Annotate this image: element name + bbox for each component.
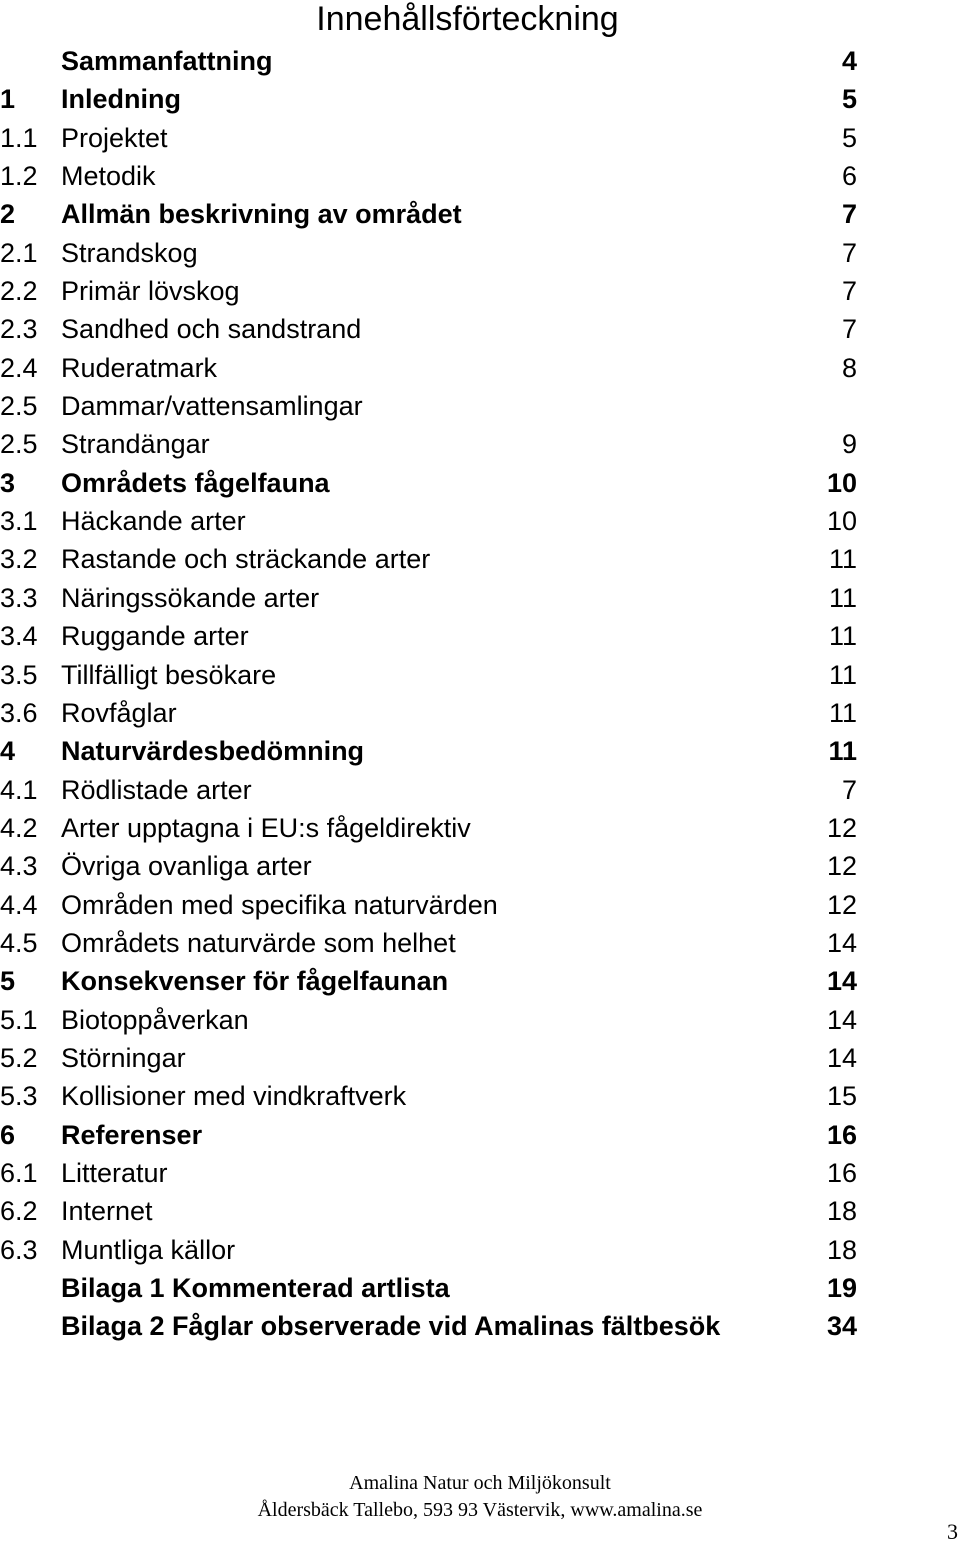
toc-entry[interactable] (0, 1192, 960, 1230)
toc-entry[interactable] (0, 732, 960, 770)
toc-number: 5.2 (0, 1042, 38, 1073)
toc-page: 7 (841, 199, 857, 230)
toc-entry[interactable] (0, 1269, 960, 1307)
toc-page: 12 (826, 851, 857, 882)
toc-page: 11 (828, 659, 857, 690)
toc-number: 4.4 (0, 889, 38, 920)
toc-label: Inledning (61, 84, 181, 115)
toc-label: Tillfälligt besökare (61, 659, 277, 690)
toc-label: Primär lövskog (61, 276, 240, 307)
toc-page: 7 (841, 774, 857, 805)
toc-label: Bilaga 2 Fåglar observerade vid Amalinas fältbesök (61, 1311, 721, 1342)
toc-label: Bilaga 1 Kommenterad artlista (61, 1273, 450, 1303)
toc-page: 11 (828, 736, 857, 767)
toc-entry[interactable] (0, 656, 960, 694)
toc-number: 2.3 (0, 314, 38, 345)
footer-company: Amalina Natur och Miljökonsult (349, 1472, 611, 1494)
toc-entry[interactable] (0, 694, 960, 732)
toc-entry[interactable] (0, 1154, 960, 1192)
toc-entry[interactable] (0, 119, 960, 157)
toc-number: 3 (0, 467, 16, 498)
toc-page: 14 (826, 927, 857, 958)
toc-entry[interactable] (0, 387, 960, 425)
toc-page: 12 (826, 812, 857, 843)
toc-page: 10 (826, 467, 857, 498)
toc-page: 7 (841, 314, 857, 345)
toc-page: 10 (826, 506, 857, 537)
toc-number: 4.2 (0, 812, 38, 843)
toc-label: Arter upptagna i EU:s fågeldirektiv (61, 812, 471, 843)
toc-number: 3.4 (0, 621, 38, 652)
toc-number: 1.2 (0, 161, 38, 192)
table-of-contents (0, 42, 960, 1346)
toc-entry[interactable] (0, 1307, 960, 1345)
toc-label: Ruggande arter (61, 621, 249, 652)
toc-entry[interactable] (0, 886, 960, 924)
toc-number: 6.3 (0, 1234, 38, 1265)
toc-label: Sandhed och sandstrand (61, 314, 362, 345)
toc-page: 11 (828, 697, 857, 728)
toc-page: 5 (841, 122, 857, 153)
toc-label: Områdets naturvärde som helhet (61, 927, 456, 958)
toc-number: 3.5 (0, 659, 38, 690)
toc-page: 18 (826, 1234, 857, 1265)
toc-entry[interactable] (0, 617, 960, 655)
toc-label: Allmän beskrivning av området (61, 199, 462, 230)
toc-entry[interactable] (0, 809, 960, 847)
toc-label: Sammanfattning (61, 46, 273, 76)
toc-label: Övriga ovanliga arter (61, 851, 312, 882)
toc-page: 7 (841, 237, 857, 268)
toc-entry[interactable] (0, 157, 960, 195)
toc-page: 4 (841, 46, 857, 76)
toc-number: 3.1 (0, 506, 38, 537)
page-title: Innehållsförteckning (316, 0, 619, 38)
toc-entry[interactable] (0, 425, 960, 463)
toc-label: Strandskog (61, 237, 198, 268)
toc-label: Metodik (61, 161, 156, 192)
toc-number: 5.3 (0, 1081, 38, 1112)
toc-number: 3.3 (0, 582, 38, 613)
toc-page: 11 (828, 582, 857, 613)
toc-number: 2.5 (0, 429, 38, 460)
toc-number: 6 (0, 1119, 16, 1150)
toc-entry[interactable] (0, 272, 960, 310)
toc-page: 12 (826, 889, 857, 920)
toc-entry[interactable] (0, 349, 960, 387)
toc-entry[interactable] (0, 540, 960, 578)
toc-label: Rödlistade arter (61, 774, 252, 805)
toc-page: 16 (826, 1119, 857, 1150)
toc-label: Näringssökande arter (61, 582, 320, 613)
toc-page: 19 (826, 1273, 857, 1303)
toc-entry[interactable] (0, 464, 960, 502)
toc-page: 14 (826, 1004, 857, 1035)
toc-label: Ruderatmark (61, 352, 218, 383)
toc-number: 4.1 (0, 774, 38, 805)
toc-label: Muntliga källor (61, 1234, 236, 1265)
toc-number: 1 (0, 84, 16, 115)
toc-label: Rovfåglar (61, 697, 177, 728)
toc-number: 2 (0, 199, 16, 230)
toc-entry[interactable] (0, 195, 960, 233)
toc-label: Häckande arter (61, 506, 246, 537)
toc-number: 3.2 (0, 544, 38, 575)
toc-number: 2.4 (0, 352, 38, 383)
toc-label: Internet (61, 1196, 153, 1227)
toc-page: 5 (841, 84, 857, 115)
toc-number: 4.5 (0, 927, 38, 958)
toc-page: 6 (841, 161, 857, 192)
toc-label: Biotoppåverkan (61, 1004, 249, 1035)
toc-number: 6.2 (0, 1196, 38, 1227)
toc-label: Dammar/vattensamlingar (61, 391, 363, 422)
toc-entry[interactable] (0, 502, 960, 540)
toc-entry[interactable] (0, 924, 960, 962)
toc-entry[interactable] (0, 42, 960, 80)
toc-page: 18 (826, 1196, 857, 1227)
toc-entry[interactable] (0, 771, 960, 809)
toc-label: Störningar (61, 1042, 186, 1073)
toc-entry[interactable] (0, 579, 960, 617)
footer-address: Åldersbäck Tallebo, 593 93 Västervik, www.amalina.se (257, 1499, 703, 1521)
toc-number: 4.3 (0, 851, 38, 882)
toc-number: 2.1 (0, 237, 38, 268)
toc-page: 7 (841, 276, 857, 307)
toc-entry[interactable] (0, 1231, 960, 1269)
toc-label: Områdets fågelfauna (61, 467, 330, 498)
toc-number: 4 (0, 736, 16, 767)
toc-entry[interactable] (0, 1116, 960, 1154)
toc-label: Rastande och sträckande arter (61, 544, 431, 575)
toc-number: 3.6 (0, 697, 38, 728)
toc-entry[interactable] (0, 310, 960, 348)
toc-entry[interactable] (0, 80, 960, 118)
toc-label: Strandängar (61, 429, 210, 460)
toc-page: 9 (841, 429, 857, 460)
toc-page: 34 (826, 1311, 857, 1342)
toc-page: 15 (826, 1081, 857, 1112)
toc-page: 8 (841, 352, 857, 383)
toc-page: 11 (828, 544, 857, 575)
toc-entry[interactable] (0, 1077, 960, 1115)
toc-label: Naturvärdesbedömning (61, 736, 365, 767)
toc-number: 5 (0, 966, 16, 997)
toc-entry[interactable] (0, 962, 960, 1000)
toc-page: 14 (826, 1042, 857, 1073)
toc-page: 16 (826, 1157, 857, 1188)
toc-number: 5.1 (0, 1004, 38, 1035)
toc-number: 1.1 (0, 122, 38, 153)
page-number: 3 (947, 1519, 958, 1544)
toc-label: Projektet (61, 122, 168, 153)
toc-page: 11 (828, 621, 857, 652)
toc-label: Kollisioner med vindkraftverk (61, 1081, 407, 1112)
toc-label: Litteratur (61, 1157, 168, 1188)
toc-number: 2.2 (0, 276, 38, 307)
toc-entry[interactable] (0, 234, 960, 272)
toc-page: 14 (826, 966, 857, 997)
toc-entry[interactable] (0, 847, 960, 885)
toc-number: 2.5 (0, 391, 38, 422)
toc-number: 6.1 (0, 1157, 38, 1188)
toc-label: Områden med specifika naturvärden (61, 889, 498, 920)
toc-entry[interactable] (0, 1001, 960, 1039)
toc-entry[interactable] (0, 1039, 960, 1077)
toc-label: Referenser (61, 1119, 203, 1150)
toc-label: Konsekvenser för fågelfaunan (61, 966, 449, 997)
